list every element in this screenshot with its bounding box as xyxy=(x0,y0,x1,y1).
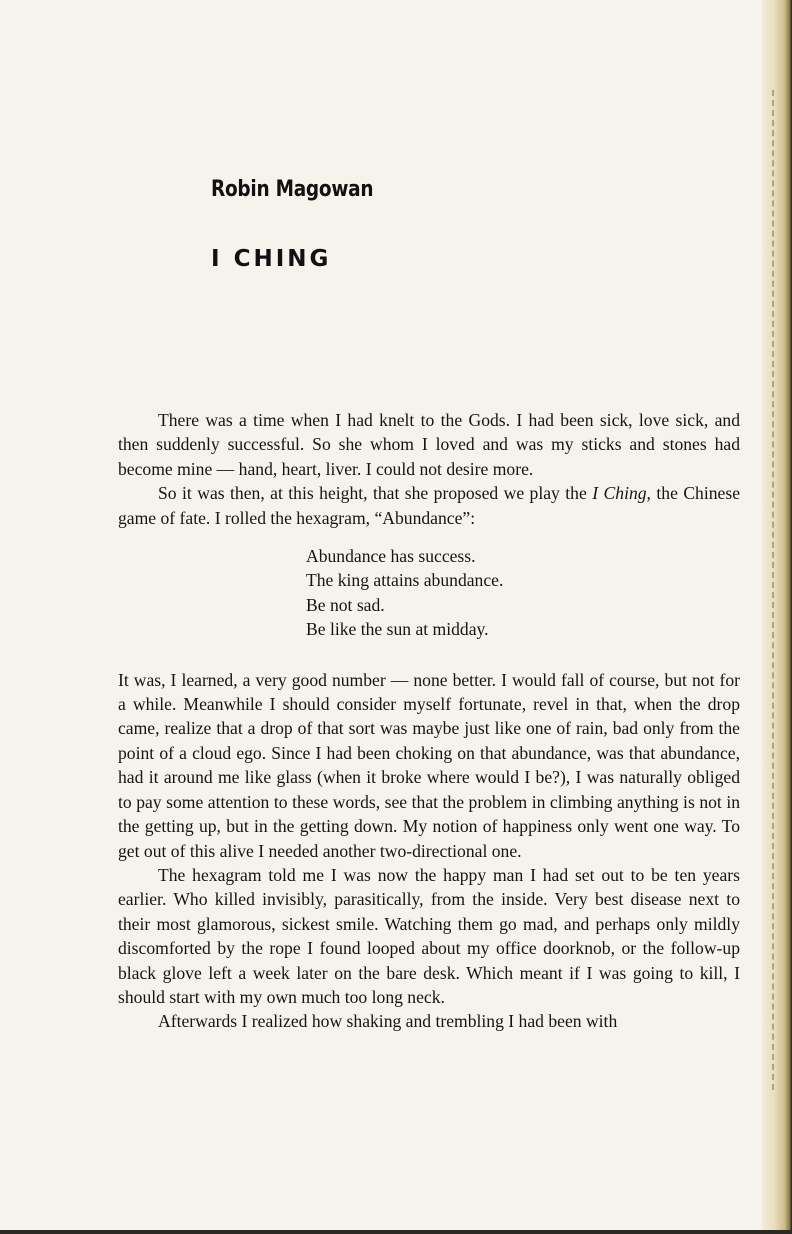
verse-line: Be like the sun at midday. xyxy=(306,619,489,640)
page-bottom-edge xyxy=(0,1230,792,1234)
book-title-italic: I Ching, xyxy=(592,483,651,504)
hexagram-verse xyxy=(306,544,740,642)
paragraph-5: Afterwards I realized how shaking and trembling I had been with xyxy=(158,1011,618,1032)
paragraph-2-text-a: So it was then, at this height, that she proposed we play the xyxy=(158,483,593,504)
page-edge-marks xyxy=(772,90,780,1090)
paragraph-4: The hexagram told me I was now the happy man I had set out to be ten years earlier. Who killed invisibly, parasitically, from the inside. Very best disease next to their most glamorous, sickest smile. Watching them go mad, and perhaps only mildly discomforted by the rope I found looped about my office doorknob, or the follow-up black glove left a week later on the bare desk. Which meant if I was going to kill, I should start with my own much too long neck. xyxy=(118,864,740,1007)
paragraph-2 xyxy=(118,481,740,530)
author-name: Robin Magowan xyxy=(211,177,374,202)
paragraph-3: It was, I learned, a very good number — none better. I would fall of course, but not for a while. Meanwhile I should consider myself fortunate, revel in that, when the drop came, realize that a drop of that sort was maybe just like one of rain, bad only from the point of a cloud ego. Since I had been choking on that abundance, was that abundance, had it around me like glass (when it broke where would I be?), I was naturally obliged to pay some attention to these words, see that the problem in climbing anything is not in the getting up, but in the getting down. My notion of happiness only went one way. To get out of this alive I needed another two-directional one. xyxy=(118,669,740,861)
verse-line: The king attains abundance. xyxy=(306,570,504,591)
verse-line: Abundance has success. xyxy=(306,546,476,567)
poem-title: I CHING xyxy=(211,246,332,272)
paragraph-1: There was a time when I had knelt to the Gods. I had been sick, love sick, and then suddenly successful. So she whom I loved and was my sticks and stones had become mine — hand, heart, liver. I could not desire more. xyxy=(118,410,740,479)
verse-line: Be not sad. xyxy=(306,594,385,615)
paragraph-2-text-b: the Chinese game of fate. I rolled the hexagram, “Abundance”: xyxy=(118,483,741,528)
body-text xyxy=(118,408,740,1034)
